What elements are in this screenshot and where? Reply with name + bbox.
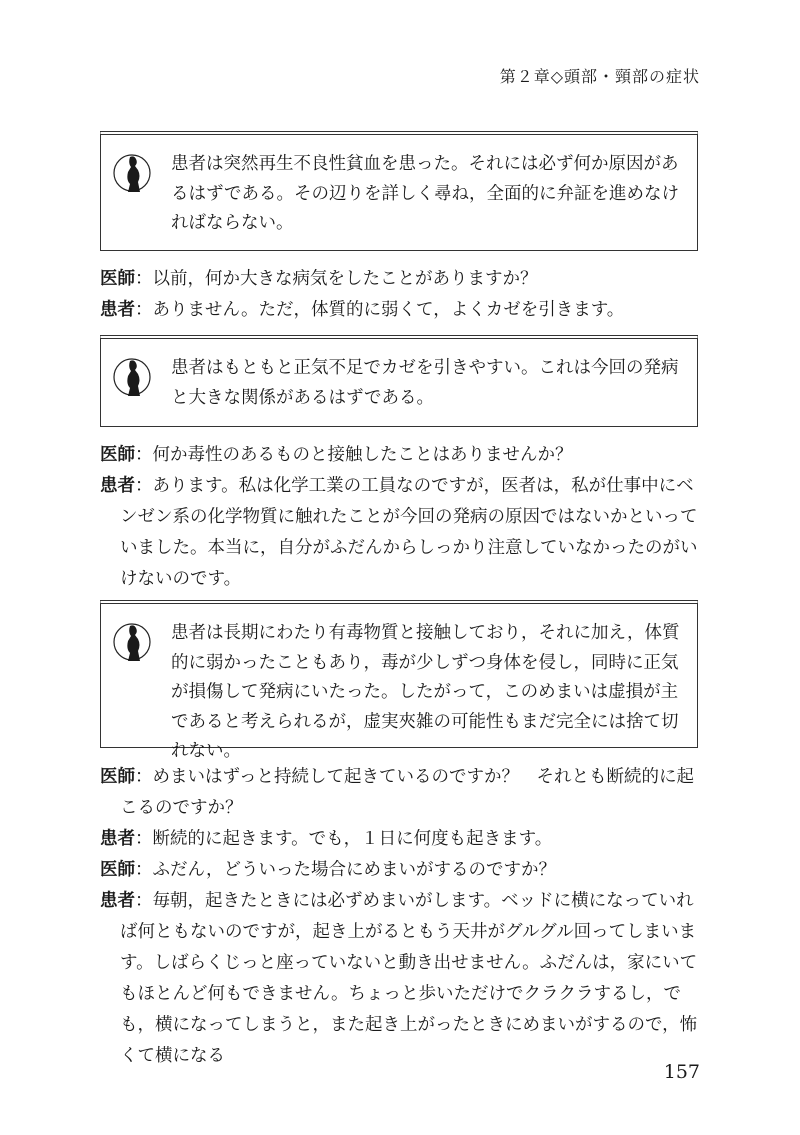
dialogue-line: 患者：あります。私は化学工業の工員なのですが，医者は，私が仕事中にベンゼン系の化学物質に触れたことが今回の発病の原因ではないかといっていました。本当に，自分がふだんからしっかり注意していなかったのがいけないのです。 (100, 476, 698, 589)
utterance: 以前，何か大きな病気をしたことがありますか？ (152, 269, 538, 289)
speaker-label: 患者 (100, 476, 135, 496)
speaker-label: 医師 (100, 445, 135, 465)
physician-figure-icon (113, 353, 151, 401)
dialogue-line: 患者：ありません。ただ，体質的に弱くて，よくカゼを引きます。 (100, 300, 625, 320)
dialogue-block-2 (100, 440, 700, 595)
utterance: ありません。ただ，体質的に弱くて，よくカゼを引きます。 (152, 300, 625, 320)
dialogue-line: 医師：何か毒性のあるものと接触したことはありませんか？ (100, 445, 573, 465)
speaker-label: 患者 (100, 891, 135, 911)
speaker-label: 医師 (100, 269, 135, 289)
speaker-label: 医師 (100, 767, 135, 787)
commentary-box-3 (100, 600, 698, 761)
commentary-text-3: 患者は長期にわたり有毒物質と接触しており，それに加え，体質的に弱かったこともあり，毒が少しずつ身体を侵し，同時に正気が損傷して発病にいたった。したがって，このめまいは虚損が主であると考えられるが，虚実夾雑の可能性もまだ完全には捨て切れない。 (171, 623, 680, 761)
utterance: ふだん，どういった場合にめまいがするのですか？ (152, 860, 557, 880)
commentary-box-2 (100, 335, 698, 427)
dialogue-line: 医師：ふだん，どういった場合にめまいがするのですか？ (100, 860, 557, 880)
utterance: 断続的に起きます。でも，１日に何度も起きます。 (152, 829, 553, 849)
running-header: 第２章◇頭部・頸部の症状 (499, 67, 700, 86)
dialogue-block-3 (100, 762, 700, 1072)
dialogue-line: 医師：めまいはずっと持続して起きているのですか？ それとも断続的に起こるのですか？ (100, 767, 694, 818)
utterance: あります。私は化学工業の工員なのですが，医者は，私が仕事中にベンゼン系の化学物質に触れたことが今回の発病の原因ではないかといっていました。本当に，自分がふだんからしっかり注意していなかったのがいけないのです。 (120, 476, 698, 589)
physician-figure-icon (113, 618, 151, 666)
dialogue-line: 患者：毎朝，起きたときには必ずめまいがします。ベッドに横になっていれば何ともないのですが，起き上がるともう天井がグルグル回ってしまいます。しばらくじっと座っていないと動き出せません。ふだんは，家にいてもほとんど何もできません。ちょっと歩いただけでクラクラするし，でも，横になってしまうと，また起き上がったときにめまいがするので，怖くて横になる (100, 891, 698, 1066)
speaker-label: 患者 (100, 300, 135, 320)
speaker-label: 患者 (100, 829, 135, 849)
commentary-text-2: 患者はもともと正気不足でカゼを引きやすい。これは今回の発病と大きな関係があるはずである。 (171, 358, 679, 408)
dialogue-block-1 (100, 264, 700, 326)
page-number: 157 (663, 1061, 700, 1083)
utterance: 何か毒性のあるものと接触したことはありませんか？ (152, 445, 573, 465)
utterance: めまいはずっと持続して起きているのですか？ それとも断続的に起こるのですか？ (120, 767, 694, 818)
dialogue-line: 医師：以前，何か大きな病気をしたことがありますか？ (100, 269, 538, 289)
utterance: 毎朝，起きたときには必ずめまいがします。ベッドに横になっていれば何ともないのですが，起き上がるともう天井がグルグル回ってしまいます。しばらくじっと座っていないと動き出せません。ふだんは，家にいてもほとんど何もできません。ちょっと歩いただけでクラクラするし，でも，横になってしまうと，また起き上がったときにめまいがするので，怖くて横になる (120, 891, 698, 1066)
physician-figure-icon (113, 149, 151, 197)
commentary-box-1 (100, 131, 698, 251)
commentary-text-1: 患者は突然再生不良性貧血を患った。それには必ず何か原因があるはずである。その辺りを詳しく尋ね，全面的に弁証を進めなければならない。 (171, 154, 680, 233)
dialogue-line: 患者：断続的に起きます。でも，１日に何度も起きます。 (100, 829, 553, 849)
speaker-label: 医師 (100, 860, 135, 880)
